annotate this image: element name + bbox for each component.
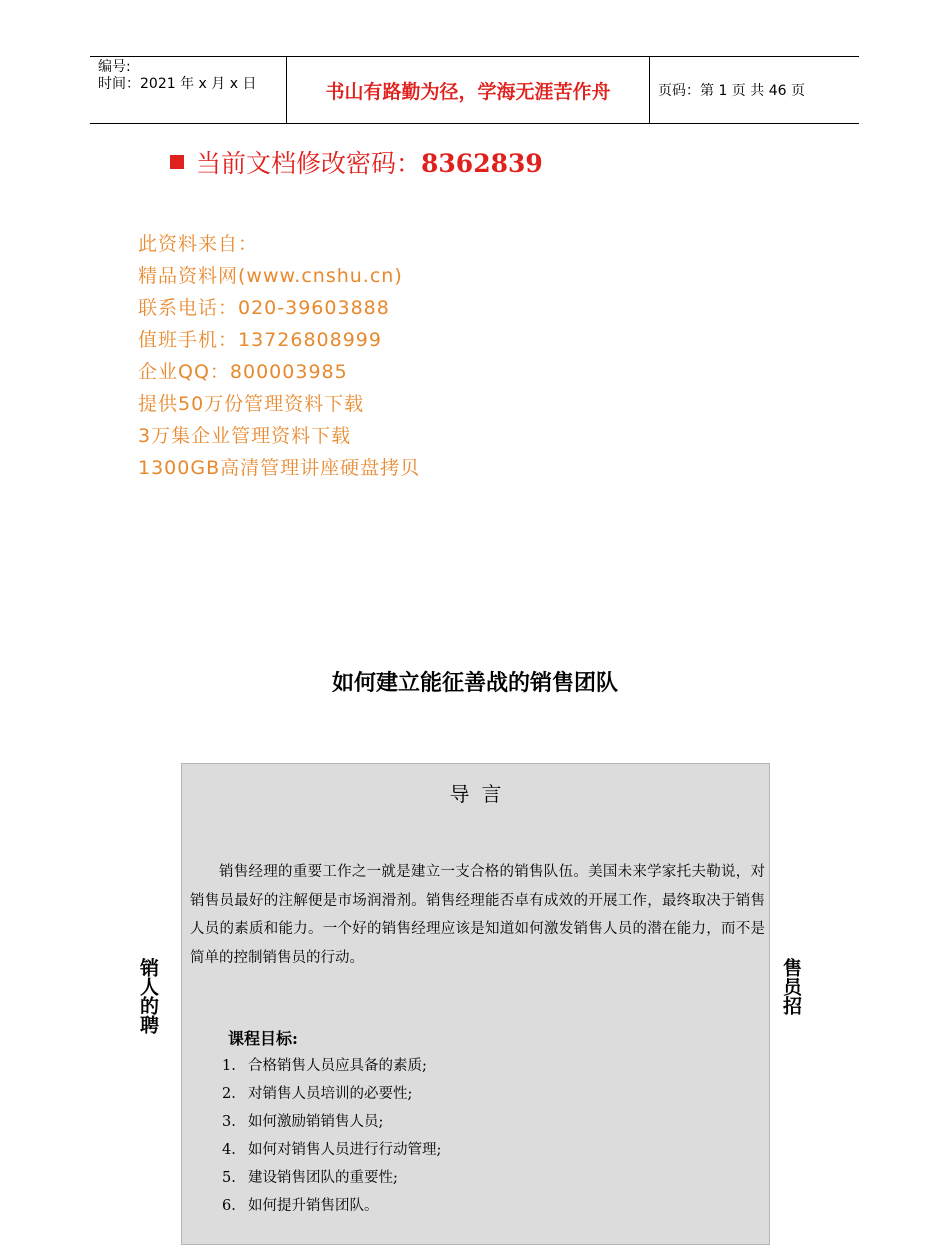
list-item <box>222 1164 441 1192</box>
list-item-number: 4. <box>222 1142 236 1158</box>
list-item <box>222 1052 441 1080</box>
page-header <box>90 56 859 124</box>
source-line: 3万集企业管理资料下载 <box>138 425 352 447</box>
document-title: 如何建立能征善战的销售团队 <box>331 670 618 696</box>
intro-heading: 导言 <box>449 782 514 806</box>
source-line: 此资料来自： <box>138 233 259 255</box>
password-notice <box>170 144 543 180</box>
side-label-left: 销人的聘 <box>137 958 159 1034</box>
password-label: 当前文档修改密码： <box>196 149 422 178</box>
list-item-text: 对销售人员培训的必要性; <box>248 1086 413 1102</box>
intro-box <box>181 763 770 1245</box>
list-item-number: 6. <box>222 1198 236 1214</box>
header-motto: 书山有路勤为径，学海无涯苦作舟 <box>286 57 650 123</box>
source-line: 1300GB高清管理讲座硬盘拷贝 <box>138 457 421 479</box>
list-item-number: 2. <box>222 1086 236 1102</box>
source-line[interactable]: 精品资料网(www.cnshu.cn) <box>138 265 403 287</box>
list-item-number: 3. <box>222 1114 236 1130</box>
list-item-number: 1. <box>222 1058 236 1074</box>
source-line: 值班手机：13726808999 <box>138 329 382 351</box>
source-line: 联系电话：020-39603888 <box>138 297 390 319</box>
list-item-text: 如何激励销销售人员; <box>248 1114 384 1130</box>
source-line: 企业QQ：800003985 <box>138 361 348 383</box>
goals-heading: 课程目标: <box>228 1029 298 1048</box>
list-item-text: 合格销售人员应具备的素质; <box>248 1058 427 1074</box>
list-item <box>222 1080 441 1108</box>
password-code: 8362839 <box>421 149 543 178</box>
intro-paragraph: 销售经理的重要工作之一就是建立一支合格的销售队伍。美国未来学家托夫勒说，对销售员最好的注解便是市场润滑剂。销售经理能否卓有成效的开展工作，最终取决于销售人员的素质和能力。一个好的销售经理应该是知道如何激发销售人员的潜在能力，而不是简单的控制销售员的行动。 <box>190 864 765 966</box>
document-number-label: 编号: <box>98 59 131 75</box>
page-number: 页码：第 1 页 共 46 页 <box>658 83 805 99</box>
goals-list <box>222 1052 441 1220</box>
list-item <box>222 1192 441 1220</box>
list-item-text: 如何对销售人员进行行动管理; <box>248 1142 442 1158</box>
source-info <box>138 228 420 484</box>
side-label-right: 售员招 <box>780 958 802 1015</box>
list-item-text: 如何提升销售团队。 <box>248 1198 379 1214</box>
header-meta <box>98 57 285 125</box>
list-item <box>222 1136 441 1164</box>
list-item-text: 建设销售团队的重要性; <box>248 1170 398 1186</box>
list-item-number: 5. <box>222 1170 236 1186</box>
document-time: 时间：2021 年 x 月 x 日 <box>98 76 257 92</box>
source-line: 提供50万份管理资料下载 <box>138 393 365 415</box>
red-square-bullet-icon <box>170 155 184 169</box>
list-item <box>222 1108 441 1136</box>
